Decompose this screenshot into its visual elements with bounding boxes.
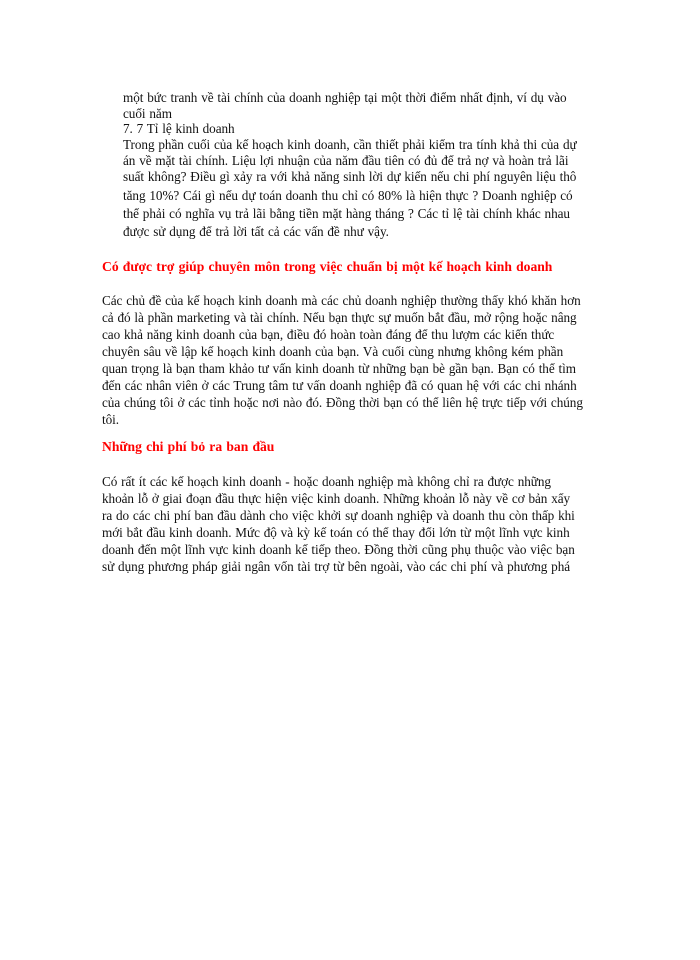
paragraph-line: một bức tranh về tài chính của doanh nghiệp tại một thời điểm nhất định, ví dụ vào [123,90,567,105]
section-heading: Những chi phí bỏ ra ban đầu [102,439,275,454]
paragraph-line: khoản lỗ ở giai đoạn đầu thực hiện việc kinh doanh. Những khoản lỗ này về cơ bản xẩy [102,491,571,506]
paragraph-line: chuyên sâu về lập kế hoạch kinh doanh của bạn. Và cuối cùng nhưng không kém phần [102,344,564,359]
paragraph-line: cao khả năng kinh doanh của bạn, điều đó hoàn toàn đáng để thu lượm các kiến thức [102,327,555,342]
paragraph-line: quan trọng là bạn tham khảo tư vấn kinh doanh từ những bạn bè gần bạn. Bạn có thể tìm [102,361,576,376]
paragraph-line: tôi. [102,412,120,427]
section-number-title: 7. 7 Tỉ lệ kinh doanh [123,121,235,136]
paragraph-line: ra do các chi phí ban đầu dành cho việc khởi sự doanh nghiệp và doanh thu còn thấp khi [102,508,575,523]
paragraph-line: được sử dụng để trả lời tất cả các vấn đề như vậy. [123,224,389,239]
paragraph-line: Trong phần cuối của kế hoạch kinh doanh, cần thiết phải kiểm tra tính khả thi của dự [123,137,577,152]
paragraph-line: cả đó là phần marketing và tài chính. Nếu bạn thực sự muốn bắt đầu, mở rộng hoặc nâng [102,310,577,325]
paragraph-line: án về mặt tài chính. Liệu lợi nhuận của năm đầu tiên có đủ để trả nợ và hoàn trả lãi [123,153,569,168]
paragraph-line: tăng 10%? Cái gì nếu dự toán doanh thu chỉ có 80% là hiện thực ? Doanh nghiệp có [123,188,573,203]
paragraph-line: thể phải có nghĩa vụ trả lãi bằng tiền mặt hàng tháng ? Các tỉ lệ tài chính khác nhau [123,206,570,221]
paragraph-line: doanh đến một lĩnh vực kinh doanh kế tiếp theo. Đồng thời cũng phụ thuộc vào việc bạn [102,542,575,557]
paragraph-line: đến các nhân viên ở các Trung tâm tư vấn doanh nghiệp đã có quan hệ với các chi nhánh [102,378,577,393]
section-heading: Có được trợ giúp chuyên môn trong việc chuẩn bị một kế hoạch kinh doanh [102,259,553,274]
paragraph-line: sử dụng phương pháp giải ngân vốn tài trợ từ bên ngoài, vào các chi phí và phương phá [102,559,571,574]
paragraph-line: Có rất ít các kế hoạch kinh doanh - hoặc doanh nghiệp mà không chỉ ra được những [102,474,551,489]
paragraph-line: suất không? Điều gì xảy ra với khả năng sinh lời dự kiến nếu chi phí nguyên liệu thô [123,168,577,184]
paragraph-line: của chúng tôi ở các tỉnh hoặc nơi nào đó. Đồng thời bạn có thể liên hệ trực tiếp với chúng [102,395,583,410]
paragraph-line: mới bắt đầu kinh doanh. Mức độ và kỳ kế toán có thể thay đổi lớn từ một lĩnh vực kinh [102,525,570,540]
paragraph-line: Các chủ đề của kế hoạch kinh doanh mà các chủ doanh nghiệp thường thấy khó khăn hơn [102,293,581,308]
paragraph-line: cuối năm [123,105,172,121]
